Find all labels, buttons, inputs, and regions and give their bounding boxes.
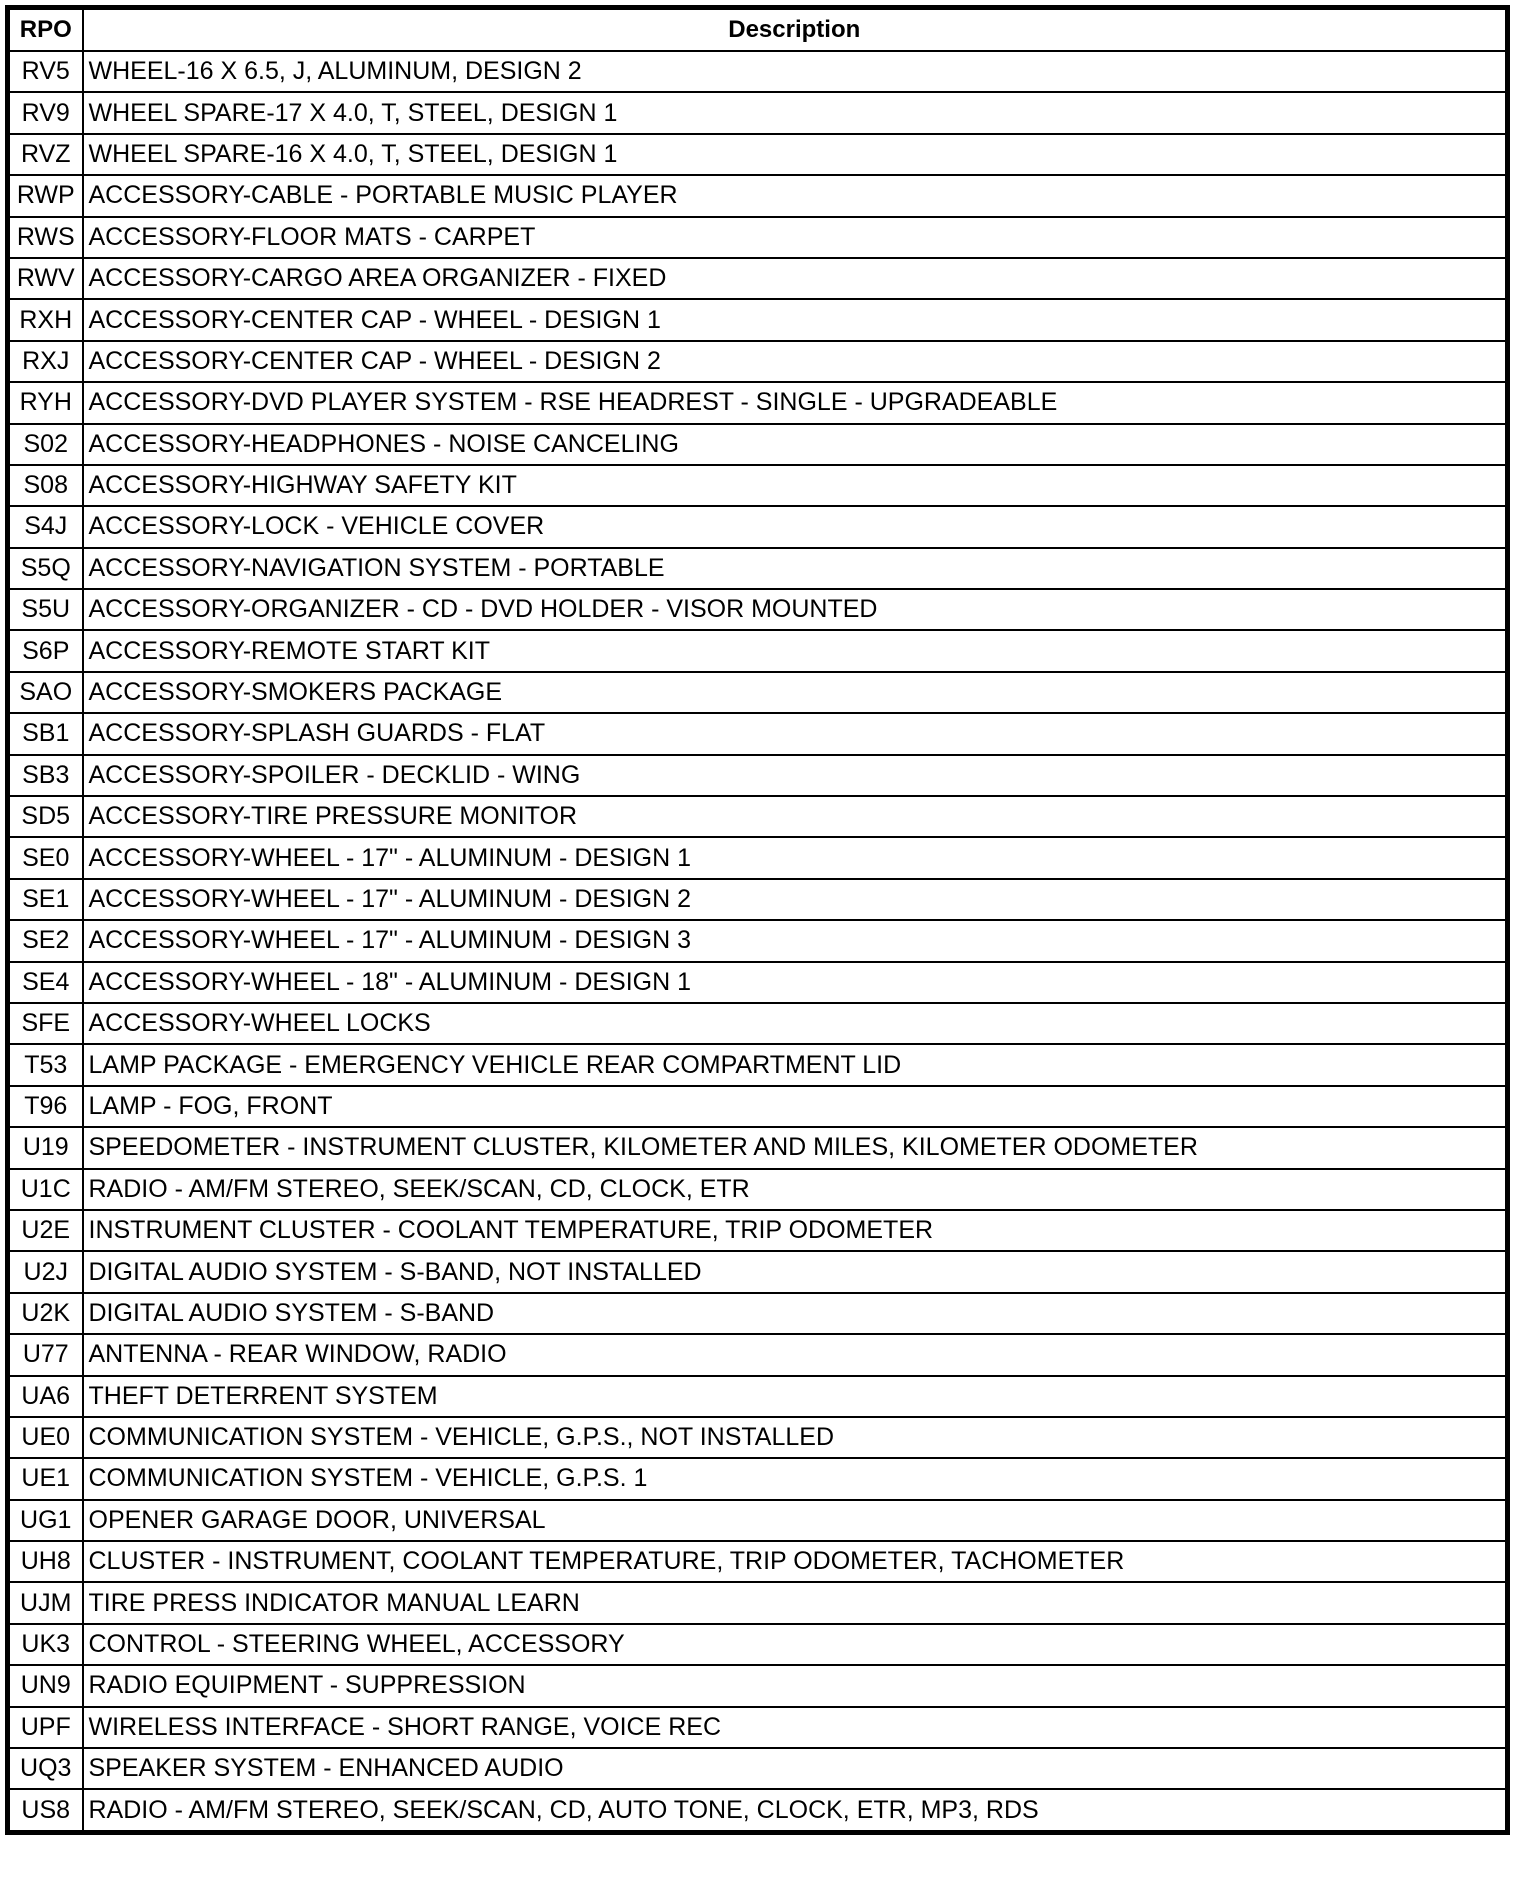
table-row	[8, 1293, 1508, 1334]
rpo-code: S5Q	[8, 548, 83, 589]
rpo-code: SE2	[8, 920, 83, 961]
rpo-code: RXJ	[8, 341, 83, 382]
rpo-description: ACCESSORY-WHEEL - 18" - ALUMINUM - DESIGN 1	[83, 962, 1508, 1003]
rpo-description: LAMP PACKAGE - EMERGENCY VEHICLE REAR COMPARTMENT LID	[83, 1044, 1508, 1085]
header-description: Description	[83, 8, 1508, 52]
rpo-description: ACCESSORY-CENTER CAP - WHEEL - DESIGN 2	[83, 341, 1508, 382]
rpo-description: WHEEL SPARE-16 X 4.0, T, STEEL, DESIGN 1	[83, 134, 1508, 175]
rpo-code: SE1	[8, 879, 83, 920]
rpo-code: RVZ	[8, 134, 83, 175]
rpo-description: SPEEDOMETER - INSTRUMENT CLUSTER, KILOMETER AND MILES, KILOMETER ODOMETER	[83, 1127, 1508, 1168]
table-row	[8, 175, 1508, 216]
rpo-table	[5, 5, 1510, 1835]
rpo-description: CONTROL - STEERING WHEEL, ACCESSORY	[83, 1624, 1508, 1665]
rpo-description: RADIO - AM/FM STEREO, SEEK/SCAN, CD, CLOCK, ETR	[83, 1169, 1508, 1210]
table-row	[8, 51, 1508, 92]
rpo-code: U19	[8, 1127, 83, 1168]
rpo-code: U2E	[8, 1210, 83, 1251]
rpo-code: UQ3	[8, 1748, 83, 1789]
table-row	[8, 920, 1508, 961]
rpo-code: UN9	[8, 1665, 83, 1706]
rpo-code: RYH	[8, 382, 83, 423]
table-row	[8, 713, 1508, 754]
table-row	[8, 962, 1508, 1003]
rpo-description: ACCESSORY-REMOTE START KIT	[83, 630, 1508, 671]
table-row	[8, 382, 1508, 423]
rpo-description: ACCESSORY-DVD PLAYER SYSTEM - RSE HEADREST - SINGLE - UPGRADEABLE	[83, 382, 1508, 423]
table-row	[8, 1417, 1508, 1458]
rpo-code: UA6	[8, 1376, 83, 1417]
rpo-description: ACCESSORY-CABLE - PORTABLE MUSIC PLAYER	[83, 175, 1508, 216]
table-row	[8, 506, 1508, 547]
rpo-description: COMMUNICATION SYSTEM - VEHICLE, G.P.S., NOT INSTALLED	[83, 1417, 1508, 1458]
table-row	[8, 589, 1508, 630]
rpo-code: S02	[8, 424, 83, 465]
table-row	[8, 1582, 1508, 1623]
rpo-description: OPENER GARAGE DOOR, UNIVERSAL	[83, 1500, 1508, 1541]
table-row	[8, 796, 1508, 837]
table-row	[8, 1376, 1508, 1417]
rpo-code: UK3	[8, 1624, 83, 1665]
rpo-description: ACCESSORY-CENTER CAP - WHEEL - DESIGN 1	[83, 299, 1508, 340]
rpo-description: THEFT DETERRENT SYSTEM	[83, 1376, 1508, 1417]
rpo-description: ACCESSORY-WHEEL - 17" - ALUMINUM - DESIGN 2	[83, 879, 1508, 920]
rpo-description: WHEEL-16 X 6.5, J, ALUMINUM, DESIGN 2	[83, 51, 1508, 92]
table-row	[8, 837, 1508, 878]
rpo-code: UG1	[8, 1500, 83, 1541]
rpo-code: S08	[8, 465, 83, 506]
table-row	[8, 755, 1508, 796]
rpo-code: UJM	[8, 1582, 83, 1623]
rpo-code: SD5	[8, 796, 83, 837]
rpo-code: SFE	[8, 1003, 83, 1044]
table-row	[8, 1044, 1508, 1085]
rpo-description: ACCESSORY-LOCK - VEHICLE COVER	[83, 506, 1508, 547]
table-row	[8, 258, 1508, 299]
table-row	[8, 1789, 1508, 1832]
header-rpo: RPO	[8, 8, 83, 52]
rpo-code: RV9	[8, 92, 83, 133]
table-row	[8, 1748, 1508, 1789]
rpo-code: S4J	[8, 506, 83, 547]
rpo-code: SAO	[8, 672, 83, 713]
rpo-description: ACCESSORY-HEADPHONES - NOISE CANCELING	[83, 424, 1508, 465]
rpo-description: WIRELESS INTERFACE - SHORT RANGE, VOICE REC	[83, 1707, 1508, 1748]
rpo-description: ACCESSORY-FLOOR MATS - CARPET	[83, 217, 1508, 258]
rpo-description: SPEAKER SYSTEM - ENHANCED AUDIO	[83, 1748, 1508, 1789]
rpo-code: SB1	[8, 713, 83, 754]
rpo-code: U2J	[8, 1251, 83, 1292]
table-row	[8, 465, 1508, 506]
rpo-description: DIGITAL AUDIO SYSTEM - S-BAND, NOT INSTALLED	[83, 1251, 1508, 1292]
table-row	[8, 341, 1508, 382]
table-row	[8, 1541, 1508, 1582]
rpo-description: ACCESSORY-SPOILER - DECKLID - WING	[83, 755, 1508, 796]
rpo-description: COMMUNICATION SYSTEM - VEHICLE, G.P.S. 1	[83, 1458, 1508, 1499]
rpo-code: SE0	[8, 837, 83, 878]
table-row	[8, 1210, 1508, 1251]
table-row	[8, 1251, 1508, 1292]
rpo-description: ACCESSORY-NAVIGATION SYSTEM - PORTABLE	[83, 548, 1508, 589]
rpo-description: ACCESSORY-WHEEL LOCKS	[83, 1003, 1508, 1044]
table-row	[8, 672, 1508, 713]
rpo-code: T53	[8, 1044, 83, 1085]
rpo-code: SE4	[8, 962, 83, 1003]
rpo-description: WHEEL SPARE-17 X 4.0, T, STEEL, DESIGN 1	[83, 92, 1508, 133]
rpo-code: UPF	[8, 1707, 83, 1748]
table-row	[8, 1624, 1508, 1665]
rpo-code: SB3	[8, 755, 83, 796]
rpo-description: TIRE PRESS INDICATOR MANUAL LEARN	[83, 1582, 1508, 1623]
table-row	[8, 1086, 1508, 1127]
table-row	[8, 1665, 1508, 1706]
table-row	[8, 548, 1508, 589]
table-row	[8, 134, 1508, 175]
table-row	[8, 1169, 1508, 1210]
rpo-code: T96	[8, 1086, 83, 1127]
table-row	[8, 299, 1508, 340]
table-row	[8, 1127, 1508, 1168]
table-row	[8, 217, 1508, 258]
table-row	[8, 1334, 1508, 1375]
table-row	[8, 1500, 1508, 1541]
rpo-description: ACCESSORY-TIRE PRESSURE MONITOR	[83, 796, 1508, 837]
rpo-description: ACCESSORY-HIGHWAY SAFETY KIT	[83, 465, 1508, 506]
table-row	[8, 1458, 1508, 1499]
table-row	[8, 1003, 1508, 1044]
rpo-description: ACCESSORY-ORGANIZER - CD - DVD HOLDER - VISOR MOUNTED	[83, 589, 1508, 630]
rpo-code: RWP	[8, 175, 83, 216]
rpo-code: UE0	[8, 1417, 83, 1458]
rpo-description: DIGITAL AUDIO SYSTEM - S-BAND	[83, 1293, 1508, 1334]
rpo-code: RV5	[8, 51, 83, 92]
rpo-description: ACCESSORY-WHEEL - 17" - ALUMINUM - DESIGN 3	[83, 920, 1508, 961]
rpo-description: ACCESSORY-WHEEL - 17" - ALUMINUM - DESIGN 1	[83, 837, 1508, 878]
table-row	[8, 92, 1508, 133]
rpo-code: S5U	[8, 589, 83, 630]
rpo-description: ANTENNA - REAR WINDOW, RADIO	[83, 1334, 1508, 1375]
table-body	[8, 51, 1508, 1832]
rpo-code: S6P	[8, 630, 83, 671]
rpo-code: RWV	[8, 258, 83, 299]
rpo-description: ACCESSORY-SPLASH GUARDS - FLAT	[83, 713, 1508, 754]
rpo-description: LAMP - FOG, FRONT	[83, 1086, 1508, 1127]
rpo-code: U2K	[8, 1293, 83, 1334]
table-row	[8, 1707, 1508, 1748]
rpo-code: U1C	[8, 1169, 83, 1210]
header-row	[8, 8, 1508, 52]
rpo-description: INSTRUMENT CLUSTER - COOLANT TEMPERATURE, TRIP ODOMETER	[83, 1210, 1508, 1251]
rpo-code: US8	[8, 1789, 83, 1832]
rpo-code: UE1	[8, 1458, 83, 1499]
rpo-code: RXH	[8, 299, 83, 340]
table-row	[8, 630, 1508, 671]
table-row	[8, 424, 1508, 465]
rpo-description: ACCESSORY-SMOKERS PACKAGE	[83, 672, 1508, 713]
rpo-description: RADIO EQUIPMENT - SUPPRESSION	[83, 1665, 1508, 1706]
rpo-code: U77	[8, 1334, 83, 1375]
rpo-code: RWS	[8, 217, 83, 258]
rpo-description: RADIO - AM/FM STEREO, SEEK/SCAN, CD, AUTO TONE, CLOCK, ETR, MP3, RDS	[83, 1789, 1508, 1832]
rpo-description: ACCESSORY-CARGO AREA ORGANIZER - FIXED	[83, 258, 1508, 299]
rpo-code: UH8	[8, 1541, 83, 1582]
rpo-description: CLUSTER - INSTRUMENT, COOLANT TEMPERATURE, TRIP ODOMETER, TACHOMETER	[83, 1541, 1508, 1582]
table-row	[8, 879, 1508, 920]
